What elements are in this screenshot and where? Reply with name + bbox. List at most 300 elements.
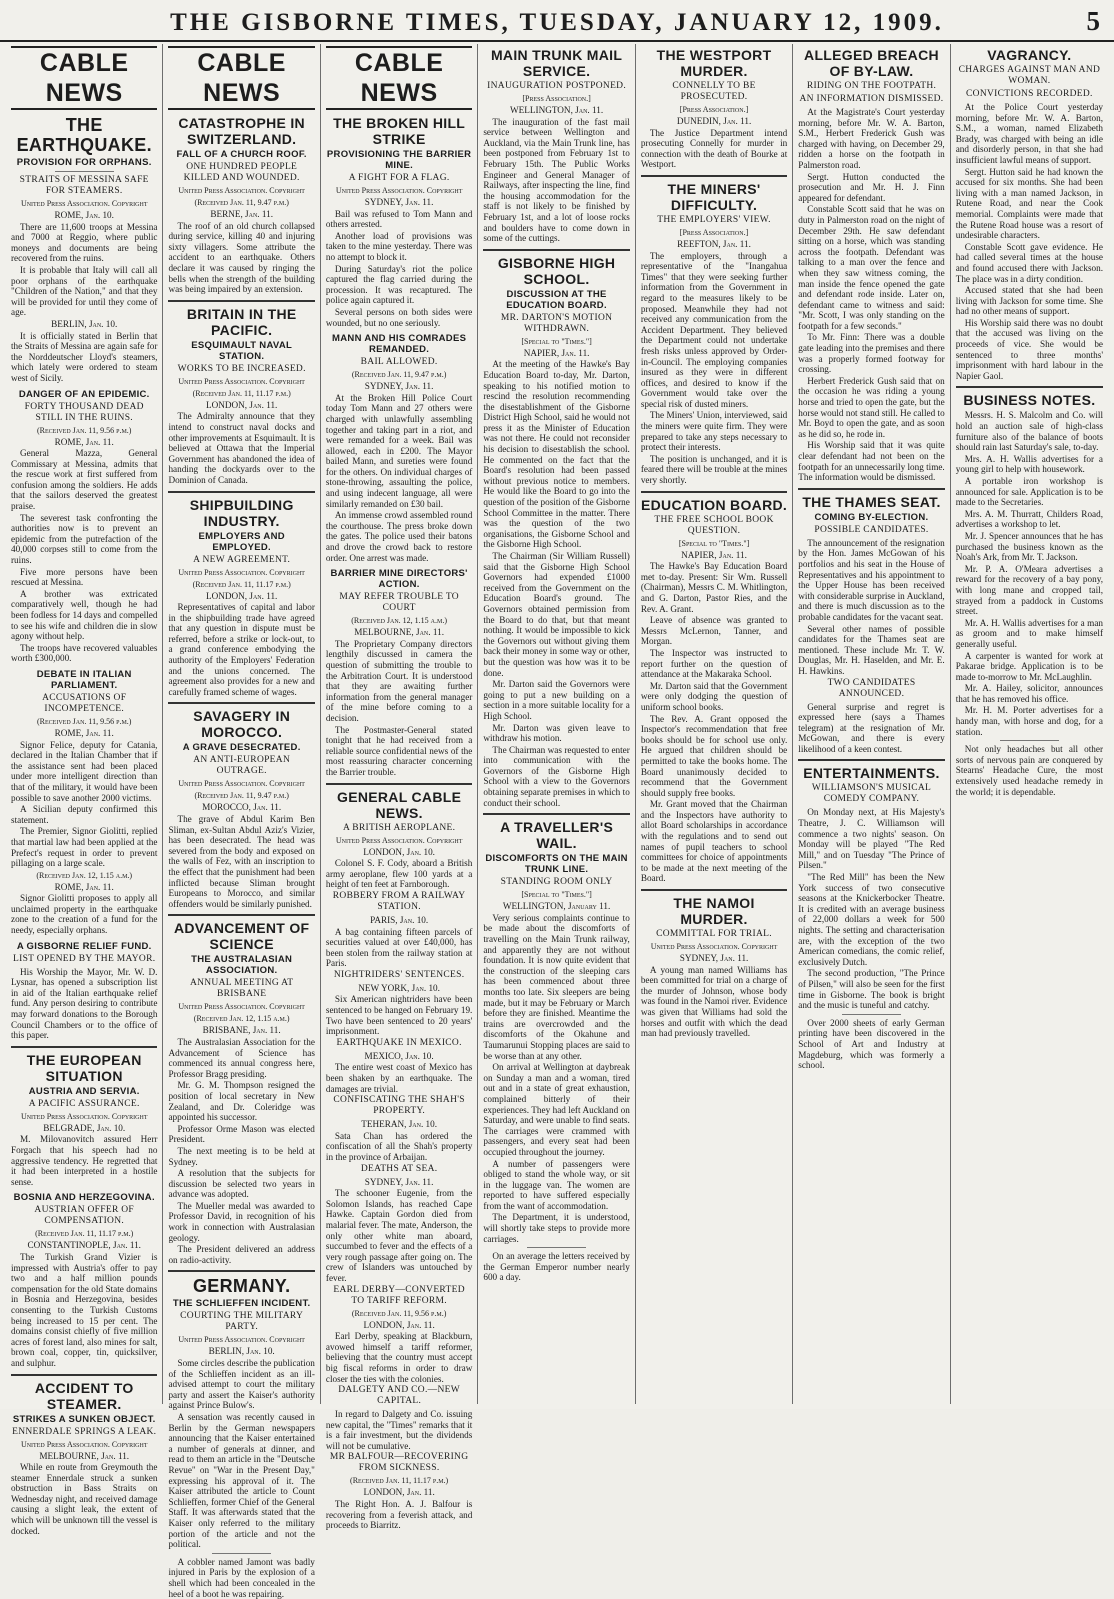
dateline: ROME, Jan. 11. bbox=[54, 727, 114, 738]
paragraph: Mrs. A. H. Wallis advertises for a young girl to help with housework. bbox=[955, 453, 1104, 475]
paragraph: At the meeting of the Hawke's Bay Education Board to-day, Mr. Darton, speaking to his notified motion to rescind the resolution recommending the disestablishment of the Gisborne District High School, said he would not press it as the Minister of Education was not there. He could not reconsider his decision to disestablish the school. He commented on the fact that the Board's resolution had been passed without previous notice to members. He would like the Board to go into the question of the position of the Gisborne School Committee in the matter. There was the question of the two organisations, the Gisborne School and the Gisborne High School. bbox=[483, 359, 630, 550]
column-heading: CABLE NEWS bbox=[11, 46, 157, 110]
subheading: ENNERDALE SPRINGS A LEAK. bbox=[12, 1426, 157, 1437]
divider bbox=[168, 1270, 314, 1272]
subheading: THE EMPLOYERS' VIEW. bbox=[657, 214, 771, 225]
paragraph: Several persons on both sides were wounded, but no one seriously. bbox=[325, 306, 473, 328]
paragraph: The Australasian Association for the Advancement of Science has commenced its annual congress here, Professor Bragg presiding. bbox=[168, 1036, 315, 1079]
paragraph: A portable iron workshop is announced for sale. Application is to be made to the Secretaries. bbox=[955, 476, 1104, 508]
paragraph: His Worship said that it was quite clear defendant had not been on the footpath for an unnecessarily long time. The information would be dismissed. bbox=[798, 440, 945, 483]
subheading: A NEW AGREEMENT. bbox=[193, 554, 291, 565]
dateline: REEFTON, Jan. 11. bbox=[677, 238, 751, 249]
subheading: STRAITS OF MESSINA SAFE FOR STEAMERS. bbox=[19, 175, 149, 196]
subheading: MAY REFER TROUBLE TO COURT bbox=[339, 592, 459, 614]
paragraph: The Chairman was requested to enter into communication with the Governors of the Gisborne High School with a view to the Governors obtaining separate premises in which to conduct their school. bbox=[483, 744, 630, 808]
columns bbox=[6, 44, 1108, 1599]
paragraph: The Inspector was instructed to report further on the question of attendance at the Makaraka School. bbox=[640, 647, 788, 680]
paragraph: There are 11,600 troops at Messina and 7000 at Reggio, where public moneys and documents are being recovered from the ruins. bbox=[11, 221, 158, 264]
subheading: CONNELLY TO BE PROSECUTED. bbox=[672, 81, 756, 102]
paragraph: The announcement of the resignation by the Hon. James McGowan of his portfolios and his seat in the House of Representatives and his appointment to the Upper House has been received with considerable surprise in Auckland, and there is much discussion as to the probable candidates for the vacant seat. bbox=[798, 537, 945, 622]
subheading: PROVISION FOR ORPHANS. bbox=[16, 157, 152, 168]
paragraph: The second production, "The Prince of Pilsen," will also be seen for the first time in Gisborne. The book is bright and the music is tuneful and catchy. bbox=[798, 968, 945, 1011]
subheading: TWO CANDIDATES ANNOUNCED. bbox=[827, 677, 916, 699]
headline: THE EUROPEAN SITUATION bbox=[26, 1051, 142, 1084]
dateline: MELBOURNE, Jan. 11. bbox=[39, 1450, 130, 1461]
article-thames-seat bbox=[798, 494, 944, 755]
article-germany bbox=[168, 1276, 314, 1599]
paragraph: An immense crowd assembled round the courthouse. The press broke down the gates. The police used their batons and drove the crowd back to restore order. One arrest was made. bbox=[325, 510, 473, 563]
headline: DANGER OF AN EPIDEMIC. bbox=[18, 388, 150, 400]
headline: CATASTROPHE IN SWITZERLAND. bbox=[178, 115, 305, 147]
received-line: (Received Jan. 11, 9.47 p.m.) bbox=[194, 198, 289, 207]
subheading: NIGHTRIDERS' SENTENCES. bbox=[333, 969, 465, 980]
credit-line: United Press Association. Copyright bbox=[20, 1439, 148, 1449]
dateline: BRISBANE, Jan. 11. bbox=[202, 1025, 281, 1036]
paragraph: The President delivered an address on radio-activity. bbox=[168, 1244, 315, 1265]
paragraph: The Mueller medal was awarded to Professor David, in recognition of his work in connection with Australasian geology. bbox=[168, 1200, 315, 1243]
divider bbox=[168, 702, 314, 704]
paragraph: The Hawke's Bay Education Board met to-day. Present: Sir Wm. Russell (Chairman), Messrs C. M. Whitlington, and G. Darton, Pastor Ries, and the Rev. A. Grant. bbox=[640, 561, 788, 614]
subheading: ACCUSATIONS OF INCOMPETENCE. bbox=[42, 692, 127, 714]
article-morocco bbox=[168, 708, 314, 909]
paragraph: On an average the letters received by the German Emperor number nearly 600 a day. bbox=[483, 1251, 630, 1283]
subheading: CONFISCATING THE SHAH'S PROPERTY. bbox=[333, 1095, 465, 1117]
subheading: DALGETY AND CO.—NEW CAPITAL. bbox=[338, 1385, 460, 1407]
subheading: RIDING ON THE FOOTPATH. bbox=[806, 81, 937, 91]
paragraph: The inauguration of the fast mail service between Wellington and Auckland, via the Main Trunk line, has been postponed from February 1st to February 15th. The Public Works Engineer and General Manager of Railways, after inspecting the line, find the housing accommodation for the staff is not likely to be finished by February 1st, and a lot of loose rocks and boulders have to come down in some of the cuttings. bbox=[483, 116, 630, 244]
paragraph: Mr. A. H. Wallis advertises for a man as groom and to make himself generally useful. bbox=[955, 617, 1104, 649]
subheading: WORKS TO BE INCREASED. bbox=[177, 363, 306, 374]
dateline: LONDON, Jan. 11. bbox=[363, 1319, 435, 1330]
column-4 bbox=[478, 44, 635, 1404]
dateline: SYDNEY, Jan. 11. bbox=[679, 953, 749, 964]
article-britain-pacific bbox=[168, 306, 314, 486]
headline: THE WESTPORT MURDER. bbox=[656, 47, 772, 79]
article-namoi-murder bbox=[641, 895, 787, 1039]
column-5 bbox=[636, 44, 793, 1404]
column-3 bbox=[321, 44, 478, 1531]
dateline: NAPIER, Jan. 11. bbox=[523, 347, 590, 358]
paragraph: His Worship the Mayor, Mr. W. D. Lysnar, has opened a subscription list in aid of the Italian earthquake relief fund. Any person desiring to contribute may forward donations to the Borough Council Chambers or to the office of this paper. bbox=[11, 966, 158, 1041]
paragraph: Signor Felice, deputy for Catania, declared in the Italian Chamber that if the assistance sent had been placed under more intelligent direction than that of the military, it would have been possible to save another 2000 victims. bbox=[11, 739, 158, 803]
dateline: ROME, Jan. 11. bbox=[54, 881, 114, 892]
credit-line: United Press Association. Copyright bbox=[20, 1111, 148, 1121]
subheading: FORTY THOUSAND DEAD STILL IN THE RUINS. bbox=[24, 401, 144, 423]
subheading: COMING BY-ELECTION. bbox=[814, 511, 929, 523]
paragraph: Mr. H. M. Porter advertises for a handy man, with horse and dog, for a station. bbox=[955, 705, 1104, 737]
article-italian-parliament bbox=[11, 669, 157, 936]
paragraph: Very serious complaints continue to be made about the discomforts of travelling on the Main Trunk railway, and apparently they are not without foundation. It is now quite evident that the construction of the sleeping cars has been commenced about three months too late. Six sleepers are being made, but it may be February or March before they are finished. Meantime the trains are overcrowded and the discomforts of the Okahune and Taumarunui Stopping places are said to be worse than at any other. bbox=[483, 912, 630, 1061]
article-business-notes bbox=[956, 392, 1103, 797]
headline: VAGRANCY. bbox=[987, 47, 1072, 63]
credit-line: United Press Association. Copyright bbox=[335, 186, 463, 195]
divider bbox=[168, 491, 314, 493]
subheading: AUSTRIAN OFFER OF COMPENSATION. bbox=[34, 1205, 135, 1227]
headline: THE MINERS' DIFFICULTY. bbox=[667, 180, 761, 213]
article-westport-murder bbox=[641, 47, 787, 170]
received-line: (Received Jan. 12, 1.15 a.m.) bbox=[351, 616, 448, 626]
paragraph: The severest task confronting the authorities now is to prevent an epidemic from the putrefaction of the 40,000 corpses still to come from the ruins. bbox=[11, 512, 158, 566]
paragraph: Not only headaches but all other sorts of nervous pain are conquered by Stearns' Headache Cure, the most extensively used headache remedy in the world; it is dependable. bbox=[955, 744, 1104, 797]
subheading: COMMITTAL FOR TRIAL. bbox=[656, 929, 772, 940]
dateline: PARIS, Jan. 10. bbox=[370, 914, 429, 925]
article-european-situation bbox=[11, 1052, 157, 1188]
dateline: BERLIN, Jan. 10. bbox=[208, 1346, 275, 1357]
headline: ENTERTAINMENTS. bbox=[803, 765, 940, 782]
subheading: A PACIFIC ASSURANCE. bbox=[28, 1098, 140, 1109]
article-miners-difficulty bbox=[641, 181, 787, 486]
subheading: A GRAVE DESECRATED. bbox=[182, 742, 301, 754]
column-7 bbox=[951, 44, 1108, 1404]
subheading: THE SCHLIEFFEN INCIDENT. bbox=[172, 1298, 311, 1310]
column-heading: CABLE NEWS bbox=[168, 46, 314, 110]
subheading: FALL OF A CHURCH ROOF. bbox=[176, 149, 307, 160]
subheading: INAUGURATION POSTPONED. bbox=[487, 81, 627, 91]
dateline: LONDON, Jan. 11. bbox=[206, 590, 278, 601]
dateline: SYDNEY, Jan. 11. bbox=[364, 381, 434, 392]
subheading: LIST OPENED BY THE MAYOR. bbox=[13, 953, 156, 964]
headline: MANN AND HIS COMRADES REMANDED. bbox=[332, 333, 467, 356]
paragraph: A brother was extricated comparatively well, though he had been fodless for 14 days and compelled to see his wife and children die in slow agony without help. bbox=[11, 588, 158, 642]
subheading: EARTHQUAKE IN MEXICO. bbox=[336, 1037, 462, 1048]
paragraph: The next meeting is to be held at Sydney. bbox=[168, 1145, 315, 1167]
paragraph: Several other names of possible candidates for the Thames seat are mentioned. These include Mr. T. W. Douglas, Mr. H. Haselden, and Mr. E. H. Hawkins. bbox=[798, 623, 945, 676]
article-epidemic bbox=[11, 389, 157, 664]
article-main-trunk bbox=[483, 47, 629, 244]
credit-line: [Press Association.] bbox=[679, 105, 749, 114]
article-entertainments bbox=[798, 765, 944, 1070]
divider bbox=[798, 759, 944, 761]
paragraph: The Chairman (Sir William Russell) said that the Gisborne High School Governors had expended £1000 received from the Government on the Education Board's ground. The Governors obtained permission from the Board to do that, but that meant nothing. It would be impossible to kick the Governors out without giving them back their money in some way or other, but the question was how was it to be done. bbox=[483, 551, 630, 678]
paragraph: At the Magistrate's Court yesterday morning, before Mr. W. A. Barton, S.M., Herbert Frederick Gush was charged with having, on December 29, ridden a horse on the footpath in Palmerston road. bbox=[798, 107, 945, 170]
subheading: PROVISIONING THE BARRIER MINE. bbox=[326, 149, 472, 171]
headline: BRITAIN IN THE PACIFIC. bbox=[186, 305, 297, 338]
dateline: LONDON, Jan. 10. bbox=[363, 846, 435, 857]
received-line: (Received Jan. 11, 11.17 p.m.) bbox=[192, 579, 291, 589]
paragraph: Professor Orme Mason was elected President. bbox=[168, 1123, 315, 1145]
paragraph: Messrs. H. S. Malcolm and Co. will hold an auction sale of high-class furniture also of the balance of boots should rain last Saturday's sale, to-day. bbox=[955, 410, 1104, 453]
paragraph: The roof of an old church collapsed during service, killing 40 and injuring sixty villagers. Some attribute the accident to an earthquake. Others declare it was caused by ringing the bells when the strength of the building was being impaired by an extension. bbox=[168, 220, 315, 295]
paragraph: Bail was refused to Tom Mann and others arrested. bbox=[325, 208, 473, 230]
credit-line: United Press Association. Copyright bbox=[650, 942, 778, 952]
paragraph: On arrival at Wellington at daybreak on Sunday a man and a woman, tired out and in a state of great exhaustion, complained bitterly of their experiences. They had left Auckland on Saturday, and were unable to find seats. The carriages were crammed with passengers, and every seat had been occupied throughout the journey. bbox=[483, 1062, 630, 1157]
subheading: BAIL ALLOWED. bbox=[360, 357, 438, 368]
subheading: EARL DERBY—CONVERTED TO TARIFF REFORM. bbox=[333, 1284, 465, 1306]
subheading: MR. DARTON'S MOTION WITHDRAWN. bbox=[500, 312, 613, 334]
paragraph: A number of passengers were obliged to stand the whole way, or sit in the luggage van. The women are reported to have suffered especially from the want of accommodation. bbox=[483, 1158, 630, 1211]
paragraph: A sensation was recently caused in Berlin by the German newspapers announcing that the Kaiser entertained a number of generals at dinner, and read to them an article in the "Deutsche Revue" on "War in the Present Day," expressing his approval of it. The Kaiser attributed the article to Count Schlieffen, former Chief of the General Staff. It was afterwards stated that the Kaiser only referred to the military portion of the article and not the political. bbox=[168, 1412, 315, 1550]
paragraph: At the Broken Hill Police Court today Tom Mann and 27 others were charged with unlawfully assembling together and taking part in a riot, and were remanded for a week. Bail was allowed, each in £200. The Mayor bailed Mann, and sureties were found for the others. On individual charges of stone-throwing, assaulting the police, and using indecent language, all were similarly remanded on £30 bail. bbox=[325, 392, 473, 509]
dateline: WELLINGTON, Jan. 11. bbox=[510, 105, 604, 115]
subheading: AUSTRIA AND SERVIA. bbox=[28, 1085, 140, 1097]
paragraph: Sata Chan has ordered the confiscation of all the Shah's property in the province of Arbaijan. bbox=[325, 1130, 473, 1162]
paragraph: The Turkish Grand Vizier is impressed with Austria's offer to pay two and a half million pounds compensation for the old State domains in Bosnia and Herzegovina, besides consenting to the Turkish Customs being increased to 15 per cent. The domains consist chiefly of five million acres of forest land, also mines for salt, brown coal, copper, tin, quicksilver, and sulphur. bbox=[11, 1251, 158, 1368]
divider bbox=[483, 249, 629, 251]
headline: EDUCATION BOARD. bbox=[640, 496, 788, 513]
paragraph: M. Milovanovitch assured Herr Forgach that his speech had no aggressive tendency. He regretted that it had been interpreted in a hostile sense. bbox=[11, 1134, 158, 1187]
credit-line: [Special to "Times."] bbox=[521, 336, 592, 346]
paragraph: Five more persons have been rescued at Messina. bbox=[11, 566, 158, 588]
headline: A GISBORNE RELIEF FUND. bbox=[16, 940, 152, 952]
paragraph: Another load of provisions was taken to the mine yesterday. There was no attempt to block it. bbox=[325, 230, 473, 262]
credit-line: United Press Association. Copyright bbox=[178, 376, 305, 386]
subheading: ROBBERY FROM A RAILWAY STATION. bbox=[332, 890, 466, 912]
dateline: NAPIER, Jan. 11. bbox=[681, 549, 747, 560]
dateline: MOROCCO, Jan. 11. bbox=[202, 802, 282, 813]
credit-line: [Press Association.] bbox=[522, 94, 591, 103]
paragraph: Some circles describe the publication of the Schlieffen incident as an ill-advised attempt to court the military party and assert the Kaiser's authority against Prince Bulow's. bbox=[168, 1358, 315, 1411]
subheading: DEATHS AT SEA. bbox=[360, 1163, 438, 1174]
subheading: EMPLOYERS AND EMPLOYED. bbox=[198, 530, 285, 553]
paragraph: Over 2000 sheets of early German printing have been discovered in the School of Art and Industry at Magdeburg, which was formerly a school. bbox=[798, 1017, 945, 1071]
article-mann-remanded bbox=[326, 333, 472, 563]
article-general-cable-news bbox=[326, 789, 472, 1531]
dateline: LONDON, Jan. 11. bbox=[363, 1487, 435, 1498]
received-line: (Received Jan. 11, 9.47 p.m.) bbox=[351, 370, 447, 380]
dateline: SYDNEY, Jan. 11. bbox=[364, 1176, 434, 1187]
subheading: STANDING ROOM ONLY bbox=[500, 877, 613, 888]
subheading: WILLIAMSON'S MUSICAL COMEDY COMPANY. bbox=[811, 783, 932, 805]
credit-line: [Special to "Times."] bbox=[521, 890, 592, 900]
column-1 bbox=[6, 44, 163, 1536]
dateline: ROME, Jan. 11. bbox=[54, 436, 114, 447]
subheading: A BRITISH AEROPLANE. bbox=[342, 822, 456, 833]
article-education-board bbox=[641, 497, 787, 884]
subheading: AN INFORMATION DISMISSED. bbox=[799, 94, 944, 104]
paragraph: Representatives of capital and labor in the shipbuilding trade have agreed that any question in dispute must be referred, before a strike or lock-out, to a grand conference embodying the authority of the Employers' Federation and the unions concerned. The agreement also provides for a new and carefully framed scheme of wages. bbox=[168, 602, 315, 697]
paragraph: The Department, it is understood, will shortly take steps to provide more carriages. bbox=[483, 1212, 630, 1244]
article-relief-fund bbox=[11, 941, 157, 1041]
received-line: (Received Jan. 11, 9.56 p.m.) bbox=[36, 425, 132, 435]
article-bosnia bbox=[11, 1192, 157, 1368]
paragraph: The Admiralty announce that they intend to construct naval docks and other improvements at Esquimault. It is believed at Ottawa that the Imperial Government has abandoned the idea of handing the dockyards over to the Dominion of Canada. bbox=[168, 411, 315, 485]
headline: ALLEGED BREACH OF BY-LAW. bbox=[804, 47, 939, 79]
paragraph: Accused stated that she had been living with Jackson for some time. She had no other means of support. bbox=[955, 285, 1104, 317]
dateline: BERNE, Jan. 11. bbox=[210, 209, 274, 219]
paragraph: Mrs. A. M. Thurratt, Childers Road, advertises a workshop to let. bbox=[955, 508, 1104, 530]
paragraph: A resolution that the subjects for discussion be selected two years in advance was adopted. bbox=[168, 1168, 315, 1200]
paragraph: General Mazza, General Commissary at Messina, admits that the rescue work at first suffered from confusion among the soldiers. He adds that the sailors deserved the greatest praise. bbox=[11, 448, 158, 512]
divider bbox=[527, 1247, 586, 1248]
dateline: CONSTANTINOPLE, Jan. 11. bbox=[27, 1240, 141, 1251]
subheading: THE AUSTRALASIAN ASSOCIATION. bbox=[191, 954, 293, 977]
received-line: (Received Jan. 11, 9.47 p.m.) bbox=[194, 791, 289, 801]
headline: GISBORNE HIGH SCHOOL. bbox=[497, 254, 616, 287]
paragraph: Mr. Darton said that the Government were only dodging the question of uniform school books. bbox=[640, 680, 788, 712]
article-shipbuilding bbox=[168, 497, 314, 698]
paragraph: The grave of Abdul Karim Ben Sliman, ex-Sultan Abdul Aziz's Vizier, has been desecrated. The head was severed from the body and exposed on the walls of Fez, with an inscription to the effect that the punishment had been inflicted because Sliman brought Europeans to Morocco, and similar offenders would be similarly punished. bbox=[168, 814, 315, 909]
headline: THE EARTHQUAKE. bbox=[16, 115, 152, 155]
dateline: BELGRADE, Jan. 10. bbox=[43, 1122, 126, 1133]
subheading: A FIGHT FOR A FLAG. bbox=[348, 173, 450, 183]
article-vagrancy bbox=[956, 47, 1103, 381]
column-6 bbox=[793, 44, 950, 1404]
credit-line: United Press Association. Copyright bbox=[178, 186, 305, 195]
divider bbox=[641, 491, 787, 493]
divider bbox=[842, 1014, 901, 1015]
subheading: ANNUAL MEETING AT BRISBANE bbox=[189, 978, 294, 1000]
subheading: ESQUIMAULT NAVAL STATION. bbox=[191, 339, 293, 362]
paragraph: Mr. Darton was given leave to withdraw his motion. bbox=[483, 722, 630, 744]
headline: BARRIER MINE DIRECTORS' ACTION. bbox=[330, 568, 468, 591]
subheading: CONVICTIONS RECORDED. bbox=[966, 89, 1093, 99]
dateline: DUNEDIN, Jan. 11. bbox=[676, 116, 752, 126]
paragraph: The entire west coast of Mexico has been shaken by an earthquake. The damages are trivial. bbox=[325, 1062, 473, 1094]
divider bbox=[641, 175, 787, 177]
paragraph: Earl Derby, speaking at Blackburn, avowed himself a tariff reformer, believing that the country must accept big fiscal reforms in order to draw closer the ties with the colonies. bbox=[325, 1331, 473, 1384]
paragraph: Colonel S. F. Cody, aboard a British army aeroplane, flew 100 yards at a height of ten feet at Farnborough. bbox=[325, 858, 473, 890]
headline: SAVAGERY IN MOROCCO. bbox=[193, 708, 291, 741]
paragraph: Mr. P. A. O'Meara advertises a reward for the recovery of a bay pony, with long mane and cropped tail, strayed from a paddock in Customs street. bbox=[955, 563, 1104, 617]
dateline: ROME, Jan. 10. bbox=[54, 210, 114, 220]
paragraph: Six American nightriders have been sentenced to be hanged on February 19. Two have been sentenced to 20 years' imprisonment. bbox=[325, 994, 473, 1037]
paragraph: To Mr. Finn: There was a double gate leading into the premises and there was a properly formed footway for crossing. bbox=[798, 332, 945, 375]
paragraph: The schooner Eugenie, from the Solomon Islands, has reached Cape Hawke. Captain Gordon died from malarial fever. The mate, Anderson, the only other white man aboard, succumbed to fever and the effects of a very rough passage after going on. The crew of Islanders was untouched by fever. bbox=[325, 1188, 473, 1283]
paragraph: The Postmaster-General stated tonight that he had received from a reliable source confidential news of the most reassuring character concerning the Barrier trouble. bbox=[325, 724, 473, 777]
credit-line: United Press Association. Copyright bbox=[178, 1335, 305, 1345]
divider bbox=[1000, 740, 1059, 741]
headline: A TRAVELLER'S WAIL. bbox=[500, 819, 614, 852]
dateline: WELLINGTON, January 11. bbox=[502, 901, 611, 912]
received-line: (Received Jan. 11, 11.17 p.m.) bbox=[35, 1229, 134, 1239]
subheading: CHARGES AGAINST MAN AND WOMAN. bbox=[958, 65, 1101, 86]
paragraph: While en route from Greymouth the steamer Ennerdale struck a sunken obstruction in Bass Straits on Wednesday night, and received damage causing a slight leak, the extent of which will be unknown till the vessel is docked. bbox=[11, 1462, 158, 1536]
dateline: BERLIN, Jan. 10. bbox=[51, 318, 118, 329]
paragraph: Mr. A. Hailey, solicitor, announces that he has removed his office. bbox=[955, 683, 1104, 704]
subheading: DISCUSSION AT THE EDUCATION BOARD. bbox=[506, 288, 607, 311]
headline: ADVANCEMENT OF SCIENCE bbox=[173, 920, 310, 953]
credit-line: United Press Association. Copyright bbox=[20, 199, 148, 208]
subheading: THE FREE SCHOOL BOOK QUESTION. bbox=[654, 514, 774, 536]
credit-line: United Press Association. Copyright bbox=[178, 779, 305, 789]
headline: BOSNIA AND HERZEGOVINA. bbox=[13, 1192, 155, 1204]
received-line: (Received Jan. 12, 1.15 a.m.) bbox=[36, 870, 133, 880]
paragraph: The Rev. A. Grant opposed the Inspector's recommendation that free books should be for school use only. He argued that children should be permitted to take the books home. The Board unanimously decided to recommend that the Government should supply free books. bbox=[640, 713, 788, 798]
paragraph: The Right Hon. A. J. Balfour is recovering from a feverish attack, and proceeds to Biarritz. bbox=[325, 1499, 473, 1531]
received-line: (Received Jan. 12, 1.15 a.m.) bbox=[193, 1014, 290, 1024]
headline: GENERAL CABLE NEWS. bbox=[337, 788, 462, 821]
divider bbox=[798, 488, 944, 490]
divider bbox=[168, 914, 314, 916]
article-broken-hill bbox=[326, 115, 472, 328]
headline: ACCIDENT TO STEAMER. bbox=[34, 1379, 134, 1412]
paragraph: "The Red Mill" has been the New York success of two consecutive seasons at the Knickerbocker Theatre. It is credited with an average business of 22,000 dollars a week for 500 nights. The setting and characterisation are, with the exception of the two American comedians, the comic relief, exclusively Dutch. bbox=[798, 872, 945, 967]
paragraph: The Premier, Signor Giolitti, replied that martial law had been applied at the Prefect's request in order to prevent pillaging on a large scale. bbox=[11, 826, 158, 869]
paragraph: A Sicilian deputy confirmed this statement. bbox=[11, 804, 158, 825]
article-travellers-wail bbox=[483, 819, 629, 1283]
paragraph: A carpenter is wanted for work at Pakarae bridge. Application is to be made to-morrow to Mr. McLaughlin. bbox=[955, 650, 1104, 682]
paragraph: The Proprietary Company directors lengthily discussed in camera the question of submitting the trouble to the Arbitration Court. It is understood that they are awaiting further information from the general manager of the mine before coming to a decision. bbox=[325, 638, 473, 723]
subheading: DISCOMFORTS ON THE MAIN TRUNK LINE. bbox=[485, 853, 628, 876]
headline: THE THAMES SEAT. bbox=[802, 493, 941, 510]
received-line: (Received Jan. 11, 9.56 p.m.) bbox=[36, 716, 132, 726]
paragraph: General surprise and regret is expressed here (says a Thames telegram) at the resignation of Mr. McGowan, and there is every likelihood of a keen contest. bbox=[798, 701, 945, 754]
received-line: (Received Jan. 11, 11.17 p.m.) bbox=[192, 388, 291, 398]
credit-line: United Press Association. Copyright bbox=[335, 835, 463, 845]
subheading: POSSIBLE CANDIDATES. bbox=[814, 524, 929, 535]
paragraph: Mr. J. Spencer announces that he has purchased the business known as the Noah's Ark, from Mr. T. Jackson. bbox=[955, 530, 1104, 563]
paragraph: During Saturday's riot the police captured the flag carried during the procession. It was recaptured. The police again captured it. bbox=[325, 263, 473, 306]
dateline: MEXICO, Jan. 10. bbox=[364, 1050, 434, 1061]
paragraph: On Monday next, at His Majesty's Theatre, J. C. Williamson will commence a two nights' season. On Monday will be played "The Red Mill," and on Tuesday "The Prince of Pilsen." bbox=[798, 807, 945, 871]
paragraph: Mr. Darton said the Governors were going to put a new building on a section in a more suitable locality for a High School. bbox=[483, 679, 630, 721]
article-steamer-accident bbox=[11, 1380, 157, 1537]
paragraph: A bag containing fifteen parcels of securities valued at over £40,000, has been stolen from the railway station at Paris. bbox=[325, 926, 473, 969]
divider bbox=[641, 889, 787, 891]
subheading: MR BALFOUR—RECOVERING FROM SICKNESS. bbox=[329, 1452, 469, 1474]
headline: SHIPBUILDING INDUSTRY. bbox=[189, 496, 294, 529]
paragraph: At the Police Court yesterday morning, before Mr. W. A. Barton, S.M., a woman, named Elizabeth Brady, was charged with being an idle and disorderly person, in that she had insufficient lawful means of support. bbox=[955, 102, 1104, 165]
divider bbox=[11, 1374, 157, 1376]
divider bbox=[11, 1046, 157, 1048]
masthead bbox=[0, 0, 1114, 42]
paragraph: It is officially stated in Berlin that the Straits of Messina are again safe for the Norddeutscher Lloyd's steamers, which lately were ordered to steam west of Sicily. bbox=[11, 330, 158, 383]
paragraph: Constable Scott gave evidence. He had called several times at the house and found accused there with Jackson. The place was in a dirty condition. bbox=[955, 241, 1104, 284]
credit-line: United Press Association. Copyright bbox=[178, 567, 305, 577]
paragraph: The position is unchanged, and it is feared there will be trouble at the mines very shortly. bbox=[640, 453, 788, 486]
paragraph: Leave of absence was granted to Messrs McLernon, Tanner, and Morgan. bbox=[640, 615, 788, 647]
paragraph: The Miners' Union, interviewed, said the miners were quite firm. They were prepared to take any steps necessary to protect their interests. bbox=[640, 410, 788, 453]
paragraph: A young man named Williams has been committed for trial on a charge of the murder of Johnson, whose body was found in the Namoi river. Evidence was given that Williams had sold the horses and outfit with which the dead man had previously travelled. bbox=[640, 964, 788, 1039]
credit-line: [Special to "Times."] bbox=[678, 538, 750, 548]
received-line: (Received Jan. 11, 9.56 p.m.) bbox=[351, 1308, 447, 1318]
divider bbox=[212, 1553, 271, 1554]
dateline: MELBOURNE, Jan. 11. bbox=[354, 627, 444, 638]
article-science bbox=[168, 920, 314, 1265]
paragraph: Mr. G. M. Thompson resigned the position of local secretary in New Zealand, and Dr. Coleridge was appointed his successor. bbox=[168, 1080, 315, 1123]
paragraph: The employers, through a representative of the "Inangahua Times" that they were seeking further information from the Government in regard to the measures likely to be proposed. Meanwhile they had not received any communication from the Accident Department. They believed the Department could not undertake fresh risks unless approved by Order-in-Council. The employing companies insured as they were in different offices, and desired to know if the Government would take over the special risk of dusted miners. bbox=[640, 250, 788, 409]
dateline: SYDNEY, Jan. 11. bbox=[364, 197, 434, 207]
received-line: (Received Jan. 11, 11.17 p.m.) bbox=[350, 1476, 449, 1486]
headline: BUSINESS NOTES. bbox=[963, 392, 1096, 409]
article-barrier-directors bbox=[326, 568, 472, 777]
article-high-school bbox=[483, 255, 629, 809]
dateline: TEHERAN, Jan. 10. bbox=[361, 1119, 438, 1130]
paragraph: In regard to Dalgety and Co. issuing new capital, the "Times" remarks that it is a fair investment, but the dividends will not be cumulative. bbox=[325, 1409, 473, 1451]
divider bbox=[55, 171, 114, 172]
paragraph: It is probable that Italy will call all poor orphans of the earthquake "Children of the Nation," and that they will be provided for until they come of age. bbox=[11, 264, 158, 318]
column-2 bbox=[163, 44, 320, 1599]
paragraph: Herbert Frederick Gush said that on the occasion he was riding a young horse and tried to open the gate, but the horse would not stand still. He called to Mr. Boyd to open the gate, and as soon as he did so, he rode in. bbox=[798, 375, 945, 439]
paragraph: Sergt. Hutton said he had known the accused for six months. She had been living with a man named Jackson, in Rutene Road, and near the Cook memorial. Complaints were made that the Rutene Road house was a resort of undesirable characters. bbox=[955, 166, 1104, 241]
divider bbox=[168, 300, 314, 302]
subheading: COURTING THE MILITARY PARTY. bbox=[180, 1311, 304, 1333]
divider bbox=[326, 783, 472, 785]
subheading: STRIKES A SUNKEN OBJECT. bbox=[12, 1413, 156, 1425]
paragraph: Mr. Grant moved that the Chairman and the Inspectors have authority to allot Board scholarships in accordance with the regulations and to send out names of pupil teachers to school committees for choice of appointments to be made at the next meeting of the Board. bbox=[640, 799, 788, 884]
dateline: LONDON, Jan. 11. bbox=[206, 399, 278, 410]
article-switzerland bbox=[168, 115, 314, 295]
paragraph: Sergt. Hutton conducted the prosecution and Mr. H. J. Finn appeared for defendant. bbox=[798, 171, 945, 203]
paragraph: Signor Giolitti proposes to apply all unclaimed property in the earthquake zone to the creation of a fund for the needy, especially orphans. bbox=[11, 893, 158, 936]
paragraph: His Worship said there was no doubt that the accused was living on the proceeds of vice. She would be sentenced to three months' imprisonment with hard labour in the Napier Gaol. bbox=[955, 317, 1104, 381]
subheading: AN ANTI-EUROPEAN OUTRAGE. bbox=[193, 755, 291, 777]
masthead-title: THE GISBORNE TIMES, TUESDAY, JANUARY 12, 1909. bbox=[170, 9, 944, 36]
headline: DEBATE IN ITALIAN PARLIAMENT. bbox=[36, 668, 132, 691]
paragraph: The troops have recovered valuables worth £300,000. bbox=[11, 642, 158, 664]
paragraph: Constable Scott said that he was on duty in Palmerston road on the night of December 29th. He saw defendant sitting on a horse, which was standing across the footpath. Defendant was talking to a man over the fence and when they saw witness coming, the man inside the fence opened the gate and defendant rode inside. Later on, defendant came to witness and said: "Mr. Scott, I was only standing on the footpath for a few seconds." bbox=[798, 204, 945, 331]
headline: THE BROKEN HILL STRIKE bbox=[333, 115, 466, 147]
headline: MAIN TRUNK MAIL SERVICE. bbox=[490, 47, 623, 79]
paragraph: The Justice Department intend prosecuting Connelly for murder in connection with the death of Bourke at Westport. bbox=[640, 127, 788, 170]
credit-line: [Press Association.] bbox=[679, 227, 749, 237]
article-earthquake bbox=[11, 115, 157, 384]
divider bbox=[956, 386, 1103, 388]
divider bbox=[483, 813, 629, 815]
page-number: 5 bbox=[1086, 6, 1100, 36]
dateline: NEW YORK, Jan. 10. bbox=[358, 982, 440, 993]
column-heading: CABLE NEWS bbox=[326, 46, 472, 110]
